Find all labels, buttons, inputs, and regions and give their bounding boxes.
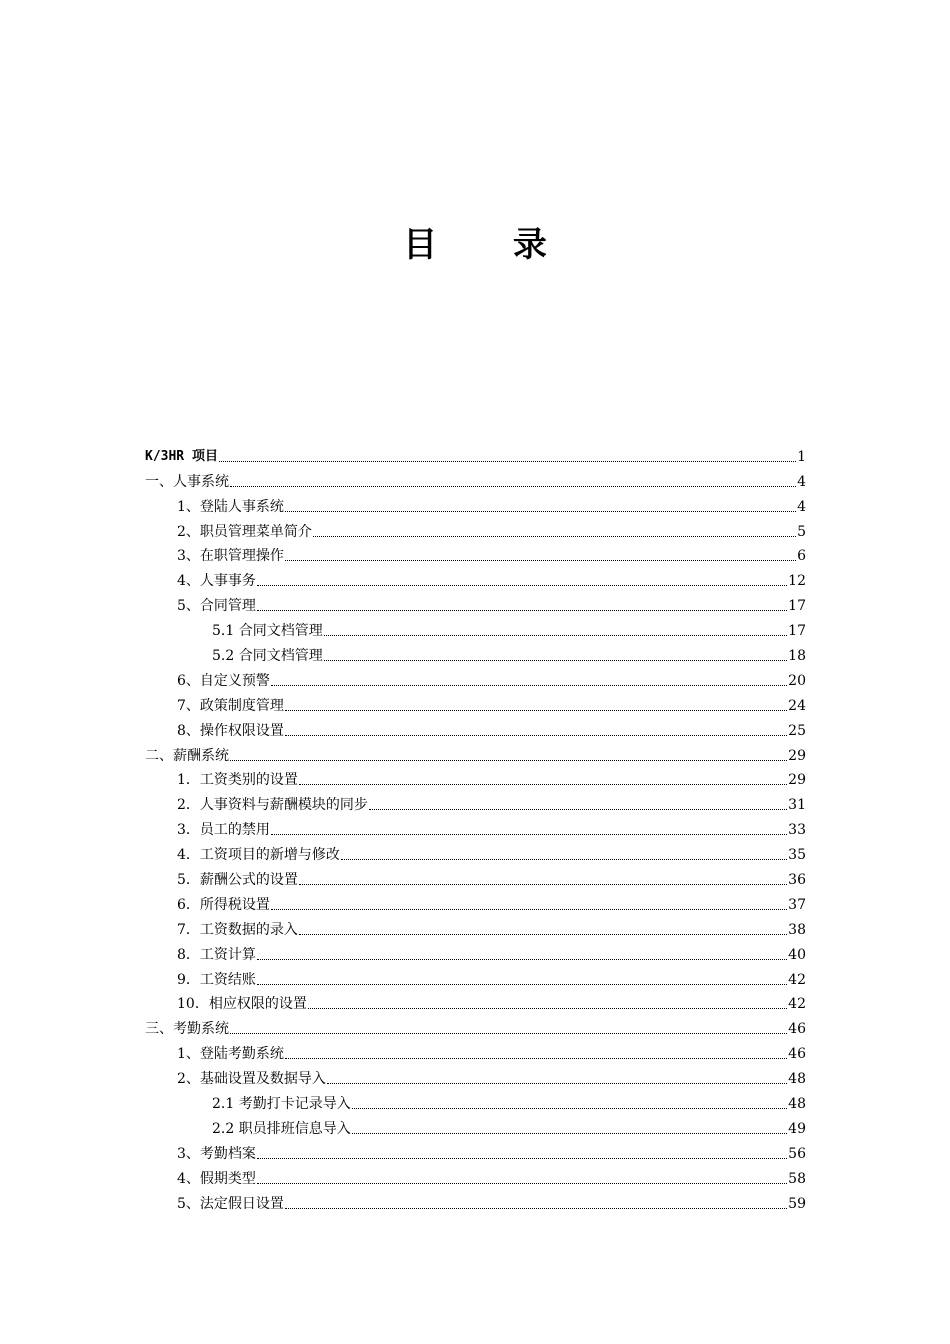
toc-entry-title: 三、考勤系统 bbox=[145, 1021, 229, 1038]
toc-entry[interactable] bbox=[177, 789, 806, 814]
toc-entry-title: 5.2 合同文档管理 bbox=[212, 648, 323, 665]
toc-entry-title: 4．工资项目的新增与修改 bbox=[177, 847, 340, 864]
toc-dot-leader bbox=[257, 1183, 787, 1184]
toc-entry-title: 7．工资数据的录入 bbox=[177, 921, 298, 938]
toc-entry-page-number: 40 bbox=[788, 946, 806, 963]
toc-dot-leader bbox=[285, 735, 787, 736]
toc-entry[interactable] bbox=[177, 814, 806, 839]
toc-entry-title: 9．工资结账 bbox=[177, 971, 256, 988]
toc-entry-page-number: 48 bbox=[788, 1096, 806, 1113]
toc-dot-leader bbox=[257, 610, 787, 611]
toc-entry[interactable] bbox=[177, 839, 806, 864]
toc-entry-page-number: 24 bbox=[788, 697, 806, 714]
toc-entry-title: 6．所得税设置 bbox=[177, 896, 270, 913]
toc-dot-leader bbox=[271, 685, 787, 686]
toc-dot-leader bbox=[285, 560, 796, 561]
toc-entry-page-number: 29 bbox=[788, 772, 806, 789]
toc-dot-leader bbox=[369, 809, 787, 810]
toc-dot-leader bbox=[285, 511, 796, 512]
toc-dot-leader bbox=[327, 1083, 787, 1084]
toc-entry-page-number: 59 bbox=[788, 1195, 806, 1212]
toc-dot-leader bbox=[341, 859, 787, 860]
toc-entry-title: 2.1 考勤打卡记录导入 bbox=[212, 1096, 351, 1113]
toc-entry-title: 一、人事系统 bbox=[145, 473, 229, 490]
toc-dot-leader bbox=[230, 1033, 787, 1034]
toc-entry-page-number: 36 bbox=[788, 872, 806, 889]
toc-entry-page-number: 31 bbox=[788, 797, 806, 814]
toc-entry-page-number: 4 bbox=[797, 498, 806, 515]
toc-dot-leader bbox=[352, 1133, 787, 1134]
toc-entry[interactable] bbox=[177, 964, 806, 989]
toc-entry-page-number: 17 bbox=[788, 623, 806, 640]
toc-dot-leader bbox=[299, 884, 787, 885]
toc-entry[interactable] bbox=[177, 864, 806, 889]
toc-entry-page-number: 29 bbox=[788, 747, 806, 764]
toc-dot-leader bbox=[285, 710, 787, 711]
toc-entry-title: 5、法定假日设置 bbox=[177, 1195, 284, 1212]
toc-entry[interactable] bbox=[177, 491, 806, 516]
toc-entry[interactable] bbox=[177, 541, 806, 566]
toc-dot-leader bbox=[313, 536, 796, 537]
toc-entry-page-number: 18 bbox=[788, 648, 806, 665]
toc-entry[interactable] bbox=[177, 516, 806, 541]
toc-dot-leader bbox=[257, 1158, 787, 1159]
toc-entry-page-number: 1 bbox=[797, 448, 806, 465]
toc-entry-title: 2、基础设置及数据导入 bbox=[177, 1071, 326, 1088]
toc-entry[interactable] bbox=[145, 1013, 806, 1038]
toc-entry-title: 7、政策制度管理 bbox=[177, 697, 284, 714]
toc-entry[interactable] bbox=[177, 939, 806, 964]
toc-entry-title: 8．工资计算 bbox=[177, 946, 256, 963]
toc-entry[interactable] bbox=[212, 1088, 806, 1113]
toc-entry-title: K/3HR 项目 bbox=[145, 448, 218, 464]
toc-entry[interactable] bbox=[177, 1063, 806, 1088]
toc-entry-page-number: 6 bbox=[797, 548, 806, 565]
toc-dot-leader bbox=[219, 461, 796, 462]
toc-entry-title: 2、职员管理菜单简介 bbox=[177, 523, 312, 540]
toc-entry-page-number: 42 bbox=[788, 971, 806, 988]
toc-entry-title: 5.1 合同文档管理 bbox=[212, 623, 323, 640]
toc-entry[interactable] bbox=[145, 441, 806, 466]
table-of-contents bbox=[0, 441, 950, 1213]
toc-entry-page-number: 58 bbox=[788, 1170, 806, 1187]
toc-entry-title: 2.2 职员排班信息导入 bbox=[212, 1120, 351, 1137]
toc-entry-title: 10．相应权限的设置 bbox=[177, 996, 307, 1013]
toc-entry[interactable] bbox=[177, 690, 806, 715]
toc-entry-title: 4、假期类型 bbox=[177, 1170, 256, 1187]
toc-entry-page-number: 49 bbox=[788, 1120, 806, 1137]
toc-dot-leader bbox=[324, 635, 787, 636]
toc-entry-title: 3、在职管理操作 bbox=[177, 548, 284, 565]
toc-entry-page-number: 38 bbox=[788, 921, 806, 938]
toc-dot-leader bbox=[230, 760, 787, 761]
toc-entry[interactable] bbox=[177, 715, 806, 740]
toc-entry-title: 4、人事事务 bbox=[177, 573, 256, 590]
toc-entry[interactable] bbox=[177, 1188, 806, 1213]
toc-dot-leader bbox=[257, 959, 787, 960]
toc-entry-page-number: 46 bbox=[788, 1046, 806, 1063]
toc-dot-leader bbox=[308, 1008, 787, 1009]
toc-entry-title: 8、操作权限设置 bbox=[177, 722, 284, 739]
page-title: 目 录 bbox=[403, 224, 579, 265]
toc-entry-page-number: 4 bbox=[797, 473, 806, 490]
toc-entry-page-number: 37 bbox=[788, 896, 806, 913]
toc-entry-title: 1．工资类别的设置 bbox=[177, 772, 298, 789]
toc-entry[interactable] bbox=[212, 615, 806, 640]
toc-entry[interactable] bbox=[177, 665, 806, 690]
toc-entry-page-number: 17 bbox=[788, 598, 806, 615]
toc-entry-title: 1、登陆人事系统 bbox=[177, 498, 284, 515]
toc-dot-leader bbox=[324, 660, 787, 661]
toc-entry[interactable] bbox=[177, 565, 806, 590]
toc-entry-title: 5．薪酬公式的设置 bbox=[177, 872, 298, 889]
toc-entry[interactable] bbox=[177, 1038, 806, 1063]
toc-entry-page-number: 25 bbox=[788, 722, 806, 739]
toc-entry[interactable] bbox=[145, 740, 806, 765]
toc-dot-leader bbox=[271, 909, 787, 910]
toc-entry-title: 6、自定义预警 bbox=[177, 672, 270, 689]
toc-entry-page-number: 5 bbox=[797, 523, 806, 540]
toc-dot-leader bbox=[285, 1058, 787, 1059]
toc-entry-page-number: 35 bbox=[788, 847, 806, 864]
toc-entry[interactable] bbox=[177, 914, 806, 939]
toc-dot-leader bbox=[299, 784, 787, 785]
toc-entry-page-number: 46 bbox=[788, 1021, 806, 1038]
toc-dot-leader bbox=[271, 834, 787, 835]
toc-entry-page-number: 20 bbox=[788, 672, 806, 689]
toc-entry[interactable] bbox=[212, 640, 806, 665]
toc-entry[interactable] bbox=[212, 1113, 806, 1138]
toc-entry[interactable] bbox=[177, 889, 806, 914]
toc-entry-title: 5、合同管理 bbox=[177, 598, 256, 615]
toc-entry[interactable] bbox=[177, 1138, 806, 1163]
toc-entry-page-number: 48 bbox=[788, 1071, 806, 1088]
toc-dot-leader bbox=[299, 934, 787, 935]
toc-entry[interactable] bbox=[177, 590, 806, 615]
toc-entry-page-number: 56 bbox=[788, 1145, 806, 1162]
toc-dot-leader bbox=[230, 486, 796, 487]
toc-entry-title: 1、登陆考勤系统 bbox=[177, 1046, 284, 1063]
toc-entry[interactable] bbox=[177, 765, 806, 790]
toc-dot-leader bbox=[257, 984, 787, 985]
toc-entry[interactable] bbox=[177, 1163, 806, 1188]
toc-entry-title: 3、考勤档案 bbox=[177, 1145, 256, 1162]
toc-entry-title: 3．员工的禁用 bbox=[177, 822, 270, 839]
toc-entry-page-number: 33 bbox=[788, 822, 806, 839]
toc-dot-leader bbox=[285, 1208, 787, 1209]
toc-entry-title: 2．人事资料与薪酬模块的同步 bbox=[177, 797, 368, 814]
toc-entry[interactable] bbox=[177, 989, 806, 1014]
toc-dot-leader bbox=[257, 585, 787, 586]
toc-entry-page-number: 42 bbox=[788, 996, 806, 1013]
toc-dot-leader bbox=[352, 1108, 787, 1109]
toc-entry-page-number: 12 bbox=[788, 573, 806, 590]
toc-entry-title: 二、薪酬系统 bbox=[145, 747, 229, 764]
toc-entry[interactable] bbox=[145, 466, 806, 491]
